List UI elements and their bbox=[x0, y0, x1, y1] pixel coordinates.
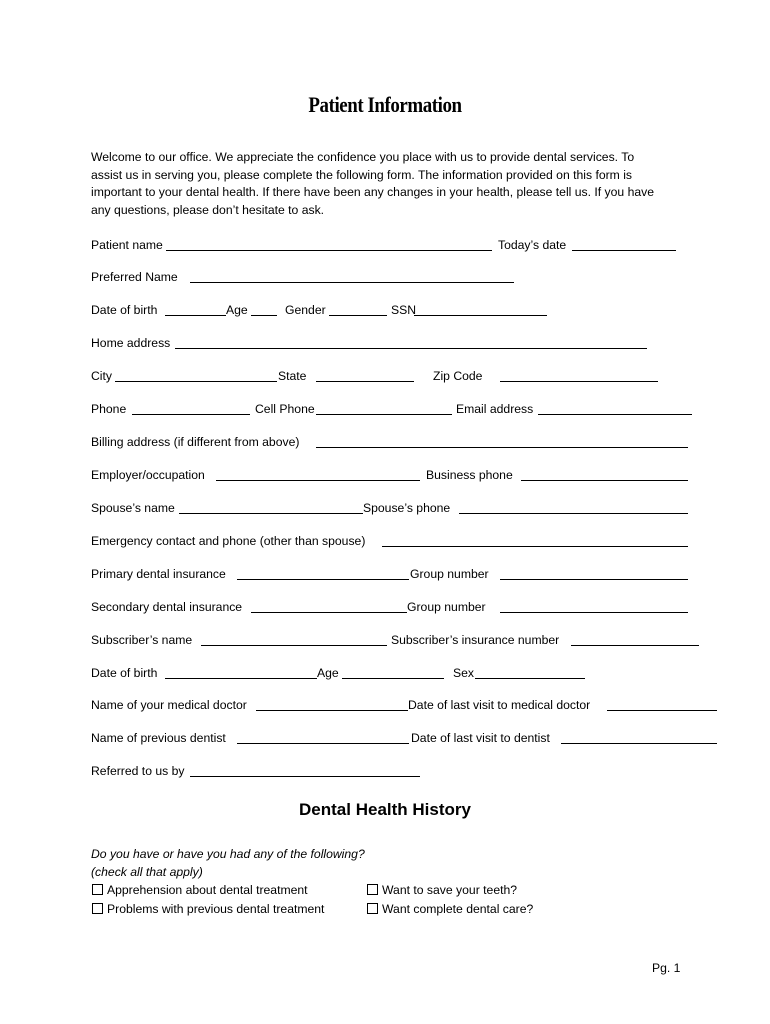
dob-field[interactable] bbox=[165, 315, 226, 316]
last-visit-medical-label: Date of last visit to medical doctor bbox=[408, 698, 591, 712]
checkbox-label: Want complete dental care? bbox=[382, 902, 534, 916]
checkbox[interactable] bbox=[92, 903, 103, 914]
city-label: City bbox=[91, 369, 112, 383]
checkbox[interactable] bbox=[367, 884, 378, 895]
subscriber-row bbox=[91, 632, 711, 648]
intro-paragraph: Welcome to our office. We appreciate the confidence you place with us to provide dental services. To assist us in serving you, please complete the following form. The information provided on this form is important to your dental health. If there have been any changes in your health, please tell us. If you have any questions, please don’t hesitate to ask. bbox=[91, 150, 655, 217]
business-phone-field[interactable] bbox=[521, 480, 688, 481]
checkbox-item-save-teeth[interactable] bbox=[367, 882, 517, 898]
zip-label: Zip Code bbox=[433, 369, 483, 383]
checkbox-item-apprehension[interactable] bbox=[92, 882, 308, 898]
business-phone-label: Business phone bbox=[426, 468, 513, 482]
secondary-insurance-field[interactable] bbox=[251, 612, 407, 613]
sex-field[interactable] bbox=[475, 678, 585, 679]
ssn-field[interactable] bbox=[414, 315, 547, 316]
medical-doctor-row bbox=[91, 697, 721, 713]
gender-field[interactable] bbox=[329, 315, 387, 316]
page-title: Patient Information bbox=[308, 92, 462, 117]
state-label: State bbox=[278, 369, 307, 383]
ssn-label: SSN bbox=[391, 303, 417, 317]
referred-by-row bbox=[91, 763, 721, 779]
billing-address-label: Billing address (if different from above) bbox=[91, 435, 300, 449]
previous-dentist-row bbox=[91, 730, 721, 746]
spouse-phone-label: Spouse’s phone bbox=[363, 501, 451, 515]
todays-date-label: Today’s date bbox=[498, 238, 567, 252]
history-question bbox=[91, 846, 365, 881]
dental-history-title: Dental Health History bbox=[299, 800, 471, 819]
home-address-field[interactable] bbox=[175, 348, 647, 349]
billing-address-row bbox=[91, 434, 701, 450]
history-question-line2: (check all that apply) bbox=[91, 864, 203, 879]
checkbox[interactable] bbox=[367, 903, 378, 914]
employer-row bbox=[91, 467, 701, 483]
primary-insurance-field[interactable] bbox=[237, 579, 409, 580]
email-label: Email address bbox=[456, 402, 534, 416]
city-field[interactable] bbox=[115, 381, 277, 382]
checkbox-item-complete-care[interactable] bbox=[367, 901, 533, 917]
subscriber-dob-row bbox=[91, 665, 711, 681]
secondary-insurance-label: Secondary dental insurance bbox=[91, 600, 243, 614]
checkbox-item-previous-problems[interactable] bbox=[92, 901, 324, 917]
preferred-name-label: Preferred Name bbox=[91, 270, 178, 284]
preferred-name-row bbox=[91, 269, 691, 285]
checkbox-label: Problems with previous dental treatment bbox=[107, 902, 325, 916]
subscriber-dob-label: Date of birth bbox=[91, 666, 158, 680]
subscriber-name-label: Subscriber’s name bbox=[91, 633, 193, 647]
checkbox[interactable] bbox=[92, 884, 103, 895]
cell-phone-field[interactable] bbox=[316, 414, 452, 415]
page-number: Pg. 1 bbox=[652, 961, 681, 975]
billing-address-field[interactable] bbox=[316, 447, 688, 448]
city-row bbox=[91, 368, 691, 384]
employer-label: Employer/occupation bbox=[91, 468, 205, 482]
subscriber-name-field[interactable] bbox=[201, 645, 387, 646]
age-field[interactable] bbox=[251, 315, 277, 316]
previous-dentist-label: Name of previous dentist bbox=[91, 731, 226, 745]
group-number-field-1[interactable] bbox=[500, 579, 688, 580]
referred-by-field[interactable] bbox=[190, 776, 420, 777]
checkbox-label: Want to save your teeth? bbox=[382, 883, 518, 897]
zip-field[interactable] bbox=[500, 381, 658, 382]
history-question-line1: Do you have or have you had any of the following? bbox=[91, 847, 365, 861]
subscriber-age-label: Age bbox=[317, 666, 339, 680]
primary-insurance-label: Primary dental insurance bbox=[91, 567, 226, 581]
subscriber-insurance-number-label: Subscriber’s insurance number bbox=[391, 633, 560, 647]
referred-by-label: Referred to us by bbox=[91, 764, 185, 778]
group-number-label-1: Group number bbox=[410, 567, 489, 581]
emergency-contact-label: Emergency contact and phone (other than spouse) bbox=[91, 534, 366, 548]
spouse-name-label: Spouse’s name bbox=[91, 501, 175, 515]
last-visit-medical-field[interactable] bbox=[607, 710, 717, 711]
last-visit-dentist-field[interactable] bbox=[561, 743, 717, 744]
previous-dentist-field[interactable] bbox=[237, 743, 409, 744]
todays-date-field[interactable] bbox=[572, 250, 676, 251]
emergency-contact-field[interactable] bbox=[382, 546, 688, 547]
state-field[interactable] bbox=[316, 381, 414, 382]
sex-label: Sex bbox=[453, 666, 475, 680]
patient-name-label: Patient name bbox=[91, 238, 163, 252]
emergency-row bbox=[91, 533, 701, 549]
gender-label: Gender bbox=[285, 303, 326, 317]
age-label: Age bbox=[226, 303, 248, 317]
medical-doctor-label: Name of your medical doctor bbox=[91, 698, 247, 712]
cell-phone-label: Cell Phone bbox=[255, 402, 315, 416]
phone-label: Phone bbox=[91, 402, 127, 416]
subscriber-age-field[interactable] bbox=[342, 678, 444, 679]
dob-row bbox=[91, 302, 691, 318]
spouse-row bbox=[91, 500, 701, 516]
patient-name-field[interactable] bbox=[166, 250, 492, 251]
employer-field[interactable] bbox=[216, 480, 420, 481]
medical-doctor-field[interactable] bbox=[256, 710, 408, 711]
dob-label: Date of birth bbox=[91, 303, 158, 317]
checkbox-label: Apprehension about dental treatment bbox=[107, 883, 308, 897]
spouse-phone-field[interactable] bbox=[459, 513, 688, 514]
subscriber-insurance-number-field[interactable] bbox=[571, 645, 699, 646]
primary-insurance-row bbox=[91, 566, 701, 582]
phone-field[interactable] bbox=[132, 414, 250, 415]
secondary-insurance-row bbox=[91, 599, 701, 615]
last-visit-dentist-label: Date of last visit to dentist bbox=[411, 731, 550, 745]
preferred-name-field[interactable] bbox=[190, 282, 514, 283]
subscriber-dob-field[interactable] bbox=[165, 678, 317, 679]
group-number-field-2[interactable] bbox=[500, 612, 688, 613]
home-address-label: Home address bbox=[91, 336, 171, 350]
email-field[interactable] bbox=[538, 414, 692, 415]
spouse-name-field[interactable] bbox=[179, 513, 363, 514]
patient-name-row bbox=[91, 237, 691, 253]
phone-row bbox=[91, 401, 701, 417]
group-number-label-2: Group number bbox=[407, 600, 486, 614]
home-address-row bbox=[91, 335, 691, 351]
